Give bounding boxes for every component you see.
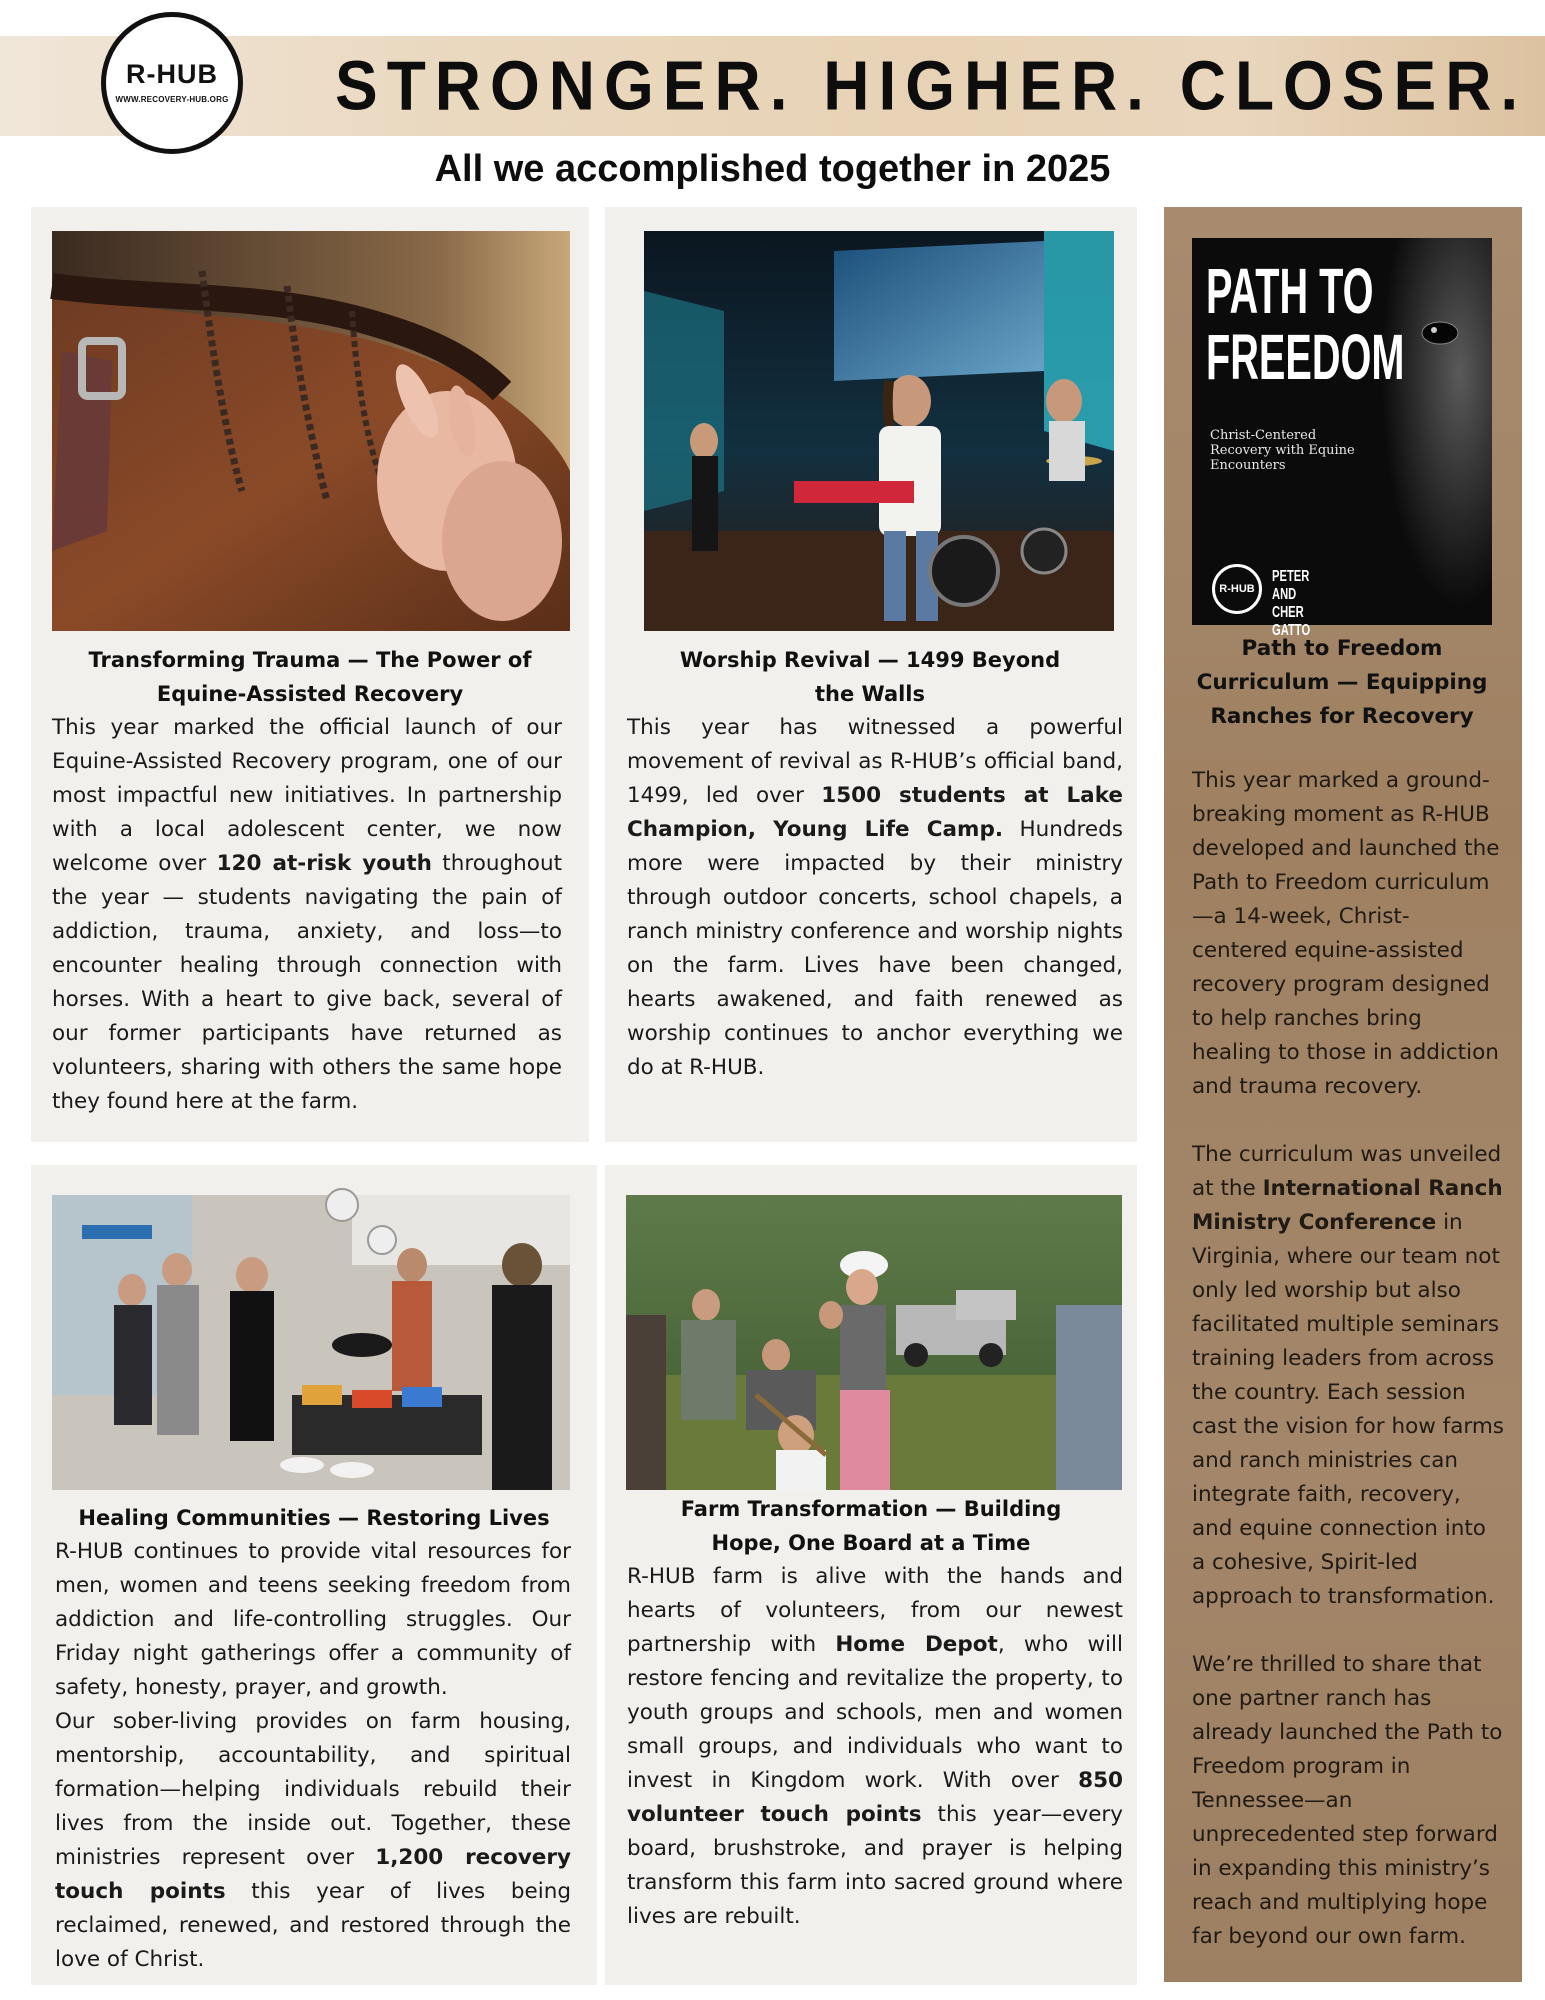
paragraph [55, 1535, 571, 1705]
book-cover[interactable] [1192, 238, 1492, 639]
curriculum-sidebar [1164, 207, 1522, 1982]
worship-title: Worship Revival — 1499 Beyond the Walls [679, 648, 1061, 706]
body-text: This year marked the official launch of our Equine-Assisted Recovery program, one of our most impactful new initiatives. In partnership with a local adolescent center, we now welcome over [52, 715, 562, 876]
farm-panel [605, 1165, 1137, 1985]
highlight-text: 850 volunteer touch points [627, 1768, 1123, 1827]
cover-subtitle: Christ-Centered Recovery with Equine Encounters [1210, 428, 1355, 473]
highlight-text: 1500 students at Lake Champion, Young Life Camp. [627, 783, 1123, 842]
body-text: This year has witnessed a powerful movement of revival as R-HUB’s official band, 1499, led over [627, 715, 1123, 808]
healing-title: Healing Communities — Restoring Lives [78, 1506, 550, 1530]
logo-url: WWW.RECOVERY-HUB.ORG [115, 95, 229, 104]
body-text: Our sober-living provides on farm housing, mentorship, accountability, and spiritual formation—helping individuals rebuild their lives from the inside out. Together, these ministries represent over [55, 1709, 571, 1870]
highlight-text: Home Depot [835, 1632, 998, 1657]
healing-panel [31, 1165, 597, 1985]
body-text: R-HUB farm is alive with the hands and hearts of volunteers, from our newest partnership with [627, 1564, 1123, 1657]
paragraph [55, 1705, 571, 1977]
curriculum-body [1192, 764, 1504, 1988]
healing-photo [52, 1195, 570, 1490]
body-text: This year marked a ground-breaking moment as R-HUB developed and launched the Path to Freedom curriculum —a 14-week, Christ-centered equine-assisted recovery program designed to help ranches bring healing to those in addiction and trauma recovery. [1192, 768, 1500, 1099]
farm-title: Farm Transformation — Building Hope, One Board at a Time [680, 1497, 1062, 1555]
highlight-text: 1,200 recovery touch points [55, 1845, 571, 1904]
rhub-logo[interactable] [101, 12, 243, 154]
equine-title: Transforming Trauma — The Power of Equine-Assisted Recovery [88, 648, 532, 706]
cover-authors: PETER AND CHER GATTO [1272, 568, 1311, 639]
equine-photo [52, 231, 570, 631]
highlight-text: 120 at-risk youth [216, 851, 432, 876]
cover-title-line1: PATH TO [1206, 255, 1374, 327]
body-text: , who will restore fencing and revitalize the property, to youth groups and schools, men and women small groups, and individuals who want to invest in Kingdom work. With over [627, 1632, 1123, 1793]
body-text: in Virginia, where our team not only led worship but also facilitated multiple seminars training leaders from across the country. Each session cast the vision for how farms and ranch ministries can integrate faith, recovery, and equine connection into a cohesive, Spirit-led approach to transformation. [1192, 1210, 1505, 1609]
body-text: We’re thrilled to share that one partner ranch has already launched the Path to Freedom program in Tennessee—an unprecedented step forward in expanding this ministry’s reach and multiplying hope far beyond our own farm. [1192, 1652, 1503, 1949]
farm-body [627, 1560, 1123, 1934]
equine-panel [31, 207, 589, 1142]
cover-title [1206, 255, 1405, 393]
farm-photo [626, 1195, 1122, 1490]
body-text: Hundreds more were impacted by their ministry through outdoor concerts, school chapels, a ranch ministry conference and worship nights on the farm. Lives have been changed, hearts awakened, and faith renewed as worship continues to anchor everything we do at R-HUB. [627, 817, 1123, 1080]
body-text: this year—every board, brushstroke, and prayer is helping transform this farm into sacred ground where lives are rebuilt. [627, 1802, 1123, 1929]
healing-body [55, 1535, 571, 1977]
worship-body [627, 711, 1123, 1085]
paragraph [1192, 1138, 1504, 1614]
subheadline: All we accomplished together in 2025 [434, 148, 1111, 190]
body-text: R-HUB continues to provide vital resources for men, women and teens seeking freedom from addiction and life-controlling struggles. Our Friday night gatherings offer a community of safety, honesty, prayer, and growth. [55, 1539, 571, 1700]
headline: STRONGER. HIGHER. CLOSER. [335, 47, 1528, 125]
worship-panel [605, 207, 1137, 1142]
body-text: this year of lives being reclaimed, renewed, and restored through the love of Christ. [55, 1879, 571, 1972]
highlight-text: International Ranch Ministry Conference [1192, 1176, 1503, 1235]
worship-photo [644, 231, 1114, 631]
paragraph [1192, 1648, 1504, 1954]
cover-title-line2: FREEDOM [1206, 321, 1405, 393]
logo-text: R-HUB [126, 59, 218, 89]
paragraph [1192, 764, 1504, 1104]
body-text: The curriculum was unveiled at the [1192, 1142, 1502, 1201]
curriculum-title: Path to Freedom Curriculum — Equipping Ranches for Recovery [1196, 636, 1488, 729]
cover-logo: R-HUB [1212, 564, 1262, 614]
equine-body [52, 711, 562, 1119]
body-text: throughout the year — students navigating the pain of addiction, trauma, anxiety, and loss—to encounter healing through connection with horses. With a heart to give back, several of our former participants have returned as volunteers, sharing with others the same hope they found here at the farm. [52, 851, 562, 1114]
